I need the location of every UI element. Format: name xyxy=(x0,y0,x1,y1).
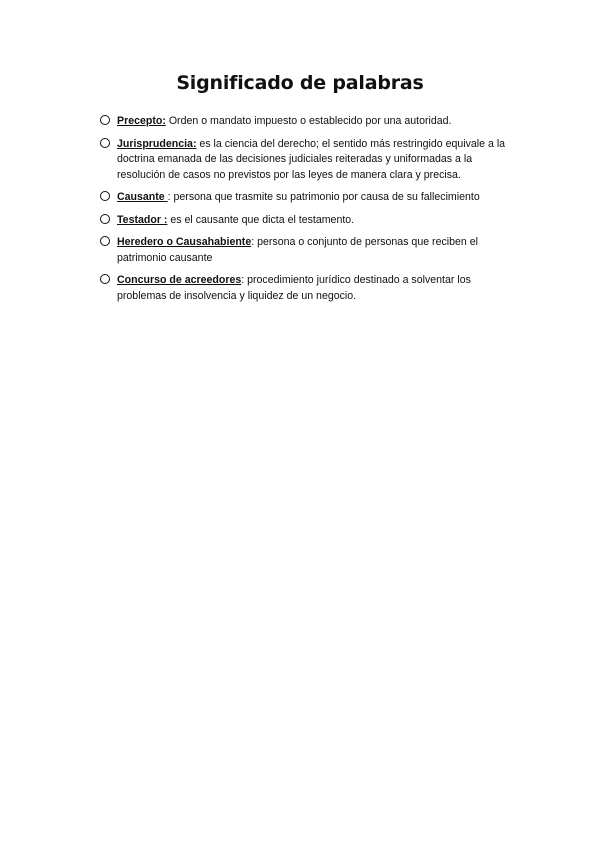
term-label: Precepto: xyxy=(117,115,166,127)
circle-bullet-icon xyxy=(100,214,110,224)
definition-text: es la ciencia del derecho; el sentido más restringido equivale a la doctrina emanada de las decisiones judiciales reiteradas y uniformadas a la resolución de casos no previstos por las leyes de manera clara y precisa. xyxy=(117,137,506,181)
circle-bullet-icon xyxy=(100,236,110,246)
definition-text: : persona que trasmite su patrimonio por causa de su fallecimiento xyxy=(167,191,480,203)
definition-text: : procedimiento jurídico destinado a solventar los problemas de insolvencia y liquidez de un negocio. xyxy=(117,274,471,302)
term-label: Heredero o Causahabiente xyxy=(117,236,252,248)
term-label: Testador : xyxy=(117,213,168,226)
circle-bullet-icon xyxy=(100,274,110,284)
term-label: Concurso de acreedores xyxy=(117,274,242,286)
definition-text: : persona o conjunto de personas que reciben el patrimonio causante xyxy=(117,236,478,264)
term-label: Causante xyxy=(117,191,168,203)
circle-bullet-icon xyxy=(100,115,110,125)
list-item-precepto xyxy=(100,114,520,130)
list-item-jurisprudencia xyxy=(100,137,520,184)
list-item-testador xyxy=(100,213,520,229)
list-item-causante xyxy=(100,190,520,206)
definition-text: Orden o mandato impuesto o establecido por una autoridad. xyxy=(165,115,452,127)
circle-bullet-icon xyxy=(100,191,110,201)
page-title: Significado de palabras xyxy=(176,72,424,94)
term-label: Jurisprudencia: xyxy=(117,137,197,150)
definition-text: es el causante que dicta el testamento. xyxy=(167,213,355,226)
list-item-concurso xyxy=(100,273,520,304)
list-item-heredero xyxy=(100,235,520,266)
circle-bullet-icon xyxy=(100,138,110,148)
definition-list xyxy=(100,114,520,311)
